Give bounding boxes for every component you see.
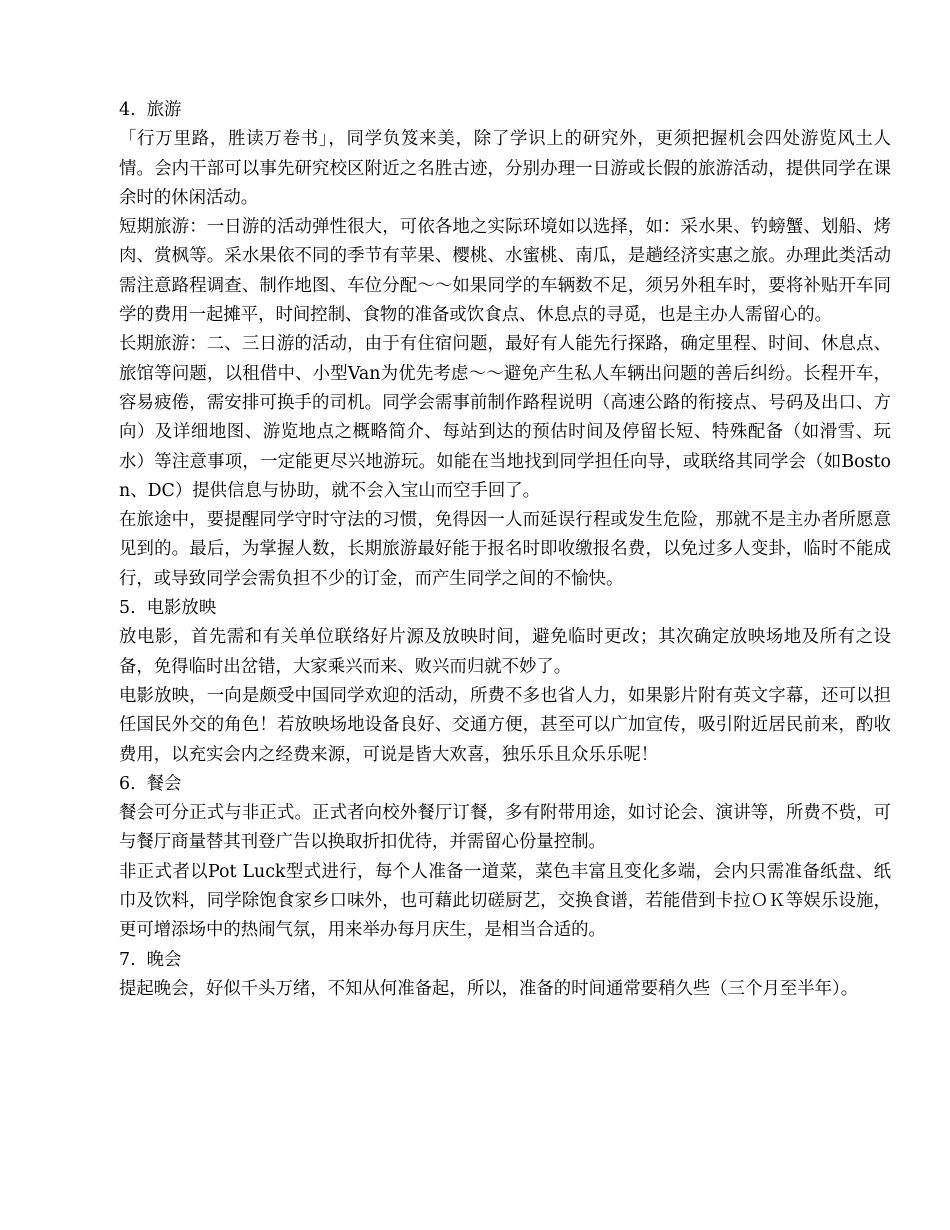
paragraph-formal-dinner: 餐会可分正式与非正式。正式者向校外餐厅订餐，多有附带用途，如讨论会、演讲等，所费不赀，可与餐厅商量替其刊登广告以换取折扣优待，并需留心份量控制。 <box>119 803 891 853</box>
paragraph-travel-intro: 「行万里路，胜读万卷书」，同学负笈来美，除了学识上的研究外，更须把握机会四处游览风土人情。会内干部可以事先研究校区附近之名胜古迹，分别办理一日游或长假的旅游活动，提供同学在课余时的休闲活动。 <box>119 129 891 208</box>
paragraph-long-trip: 长期旅游：二、三日游的活动，由于有住宿问题，最好有人能先行探路，确定里程、时间、休息点、旅馆等问题，以租借中、小型Van为优先考虑～～避免产生私人车辆出问题的善后纠纷。长程开车，容易疲倦，需安排可换手的司机。同学会需事前制作路程说明（高速公路的衔接点、号码及出口、方向）及详细地图、游览地点之概略简介、每站到达的预估时间及停留长短、特殊配备（如滑雪、玩水）等注意事项，一定能更尽兴地游玩。如能在当地找到同学担任向导，或联络其同学会（如Boston、DC）提供信息与协助，就不会入宝山而空手回了。 <box>119 334 891 501</box>
document-page <box>119 96 891 1004</box>
section-heading-travel: 4. 旅游 <box>119 100 182 120</box>
paragraph-movie-prep: 放电影，首先需和有关单位联络好片源及放映时间，避免临时更改；其次确定放映场地及所有之设备，免得临时出岔错，大家乘兴而来、败兴而归就不妙了。 <box>119 627 891 677</box>
paragraph-travel-safety: 在旅途中，要提醒同学守时守法的习惯，免得因一人而延误行程或发生危险，那就不是主办者所愿意见到的。最后，为掌握人数，长期旅游最好能于报名时即收缴报名费，以免过多人变卦，临时不能成行，或导致同学会需负担不少的订金，而产生同学之间的不愉快。 <box>119 510 891 589</box>
paragraph-potluck: 非正式者以Pot Luck型式进行，每个人准备一道菜，菜色丰富且变化多端，会内只需准备纸盘、纸巾及饮料，同学除饱食家乡口味外，也可藉此切磋厨艺，交换食谱，若能借到卡拉ＯＫ等娱乐设施，更可增添场中的热闹气氛，用来举办每月庆生，是相当合适的。 <box>119 861 891 941</box>
section-heading-dinner: 6. 餐会 <box>119 773 182 794</box>
paragraph-short-trip: 短期旅游：一日游的活动弹性很大，可依各地之实际环境如以选择，如：采水果、钓螃蟹、划船、烤肉、赏枫等。采水果依不同的季节有苹果、樱桃、水蜜桃、南瓜，是趟经济实惠之旅。办理此类活动需注意路程调查、制作地图、车位分配～～如果同学的车辆数不足，须另外租车时，要将补贴开车同学的费用一起摊平，时间控制、食物的准备或饮食点、休息点的寻觅，也是主办人需留心的。 <box>119 217 891 326</box>
paragraph-movie-benefits: 电影放映，一向是颇受中国同学欢迎的活动，所费不多也省人力，如果影片附有英文字幕，还可以担任国民外交的角色！若放映场地设备良好、交通方便，甚至可以广加宣传，吸引附近居民前来，酌收费用，以充实会内之经费来源，可说是皆大欢喜，独乐乐且众乐乐呢！ <box>119 685 891 765</box>
paragraph-gala-prep: 提起晚会，好似千头万绪，不知从何准备起，所以，准备的时间通常要稍久些（三个月至半年）。 <box>119 978 859 999</box>
section-heading-movie: 5. 电影放映 <box>119 598 217 619</box>
section-heading-gala: 7. 晚会 <box>119 949 182 970</box>
